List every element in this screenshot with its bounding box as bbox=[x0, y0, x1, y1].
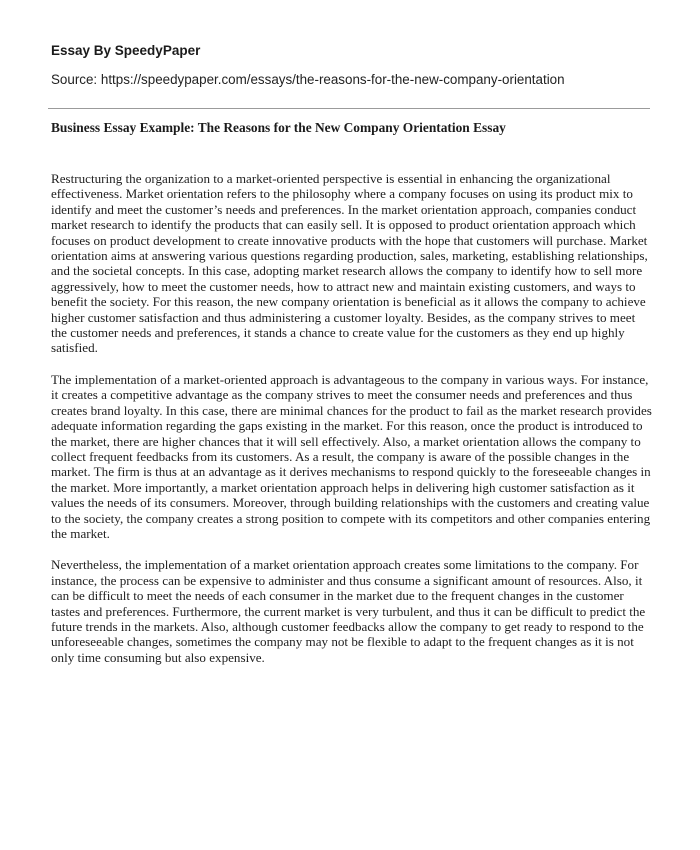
essay-paragraph: Restructuring the organization to a market-oriented perspective is essential in enhancing the organizational effectiveness. Market orientation refers to the philosophy where a company focuses on using its product mix to identify and meet the customer’s needs and preferences. In the market orientation approach, companies conduct market research to identify the products that can easily sell. It is opposed to product orientation approach which focuses on product development to create innovative products with the hope that customers will purchase. Market orientation aims at answering various questions regarding production, sales, marketing, establishing relationships, and the societal concepts. In this case, adopting market research allows the company to identify how to sell more aggressively, how to meet the customer needs, how to attract new and maintain existing customers, and ways to benefit the society. For this reason, the new company orientation is beneficial as it allows the company to achieve higher customer satisfaction and thus administering a customer loyalty. Besides, as the company strives to meet the customer needs and preferences, it stands a chance to create value for the customers as they end up highly satisfied. bbox=[51, 171, 648, 356]
essay-paragraph: Nevertheless, the implementation of a market orientation approach creates some limitations to the company. For instance, the process can be expensive to administer and thus consume a significant amount of resources. Also, it can be difficult to meet the needs of each consumer in the market due to the frequent changes in the customer tastes and preferences. Furthermore, the current market is very turbulent, and thus it can be difficult to predict the future trends in the markets. Also, although customer feedbacks allow the company to get ready to respond to the unforeseeable changes, sometimes the company may not be flexible to adapt to the frequent changes as it is not only time consuming but also expensive. bbox=[51, 557, 646, 665]
essay-body bbox=[51, 171, 654, 681]
header-divider bbox=[48, 108, 650, 109]
essay-title: Business Essay Example: The Reasons for the New Company Orientation Essay bbox=[51, 120, 506, 135]
source-link[interactable]: Source: https://speedypaper.com/essays/the-reasons-for-the-new-company-orientation bbox=[51, 72, 565, 87]
essay-paragraph: The implementation of a market-oriented approach is advantageous to the company in various ways. For instance, it creates a competitive advantage as the company strives to meet the consumer needs and preferences and thus creates brand loyalty. In this case, there are minimal chances for the product to fail as the market research provides adequate information regarding the gaps existing in the market. For this reason, once the product is introduced to the market, there are higher chances that it will sell effectively. Also, a market orientation allows the company to collect frequent feedbacks from its customers. As a result, the company is aware of the possible changes in the market. The firm is thus at an advantage as it derives mechanisms to respond quickly to the foreseeable changes in the market. More importantly, a market orientation approach helps in delivering high customer satisfaction as it values the needs of its consumers. Moreover, through building relationships with the customers and creating value to the society, the company creates a strong position to compete with its competitors and other companies entering the market. bbox=[51, 371, 652, 541]
header-title: Essay By SpeedyPaper bbox=[51, 43, 201, 58]
